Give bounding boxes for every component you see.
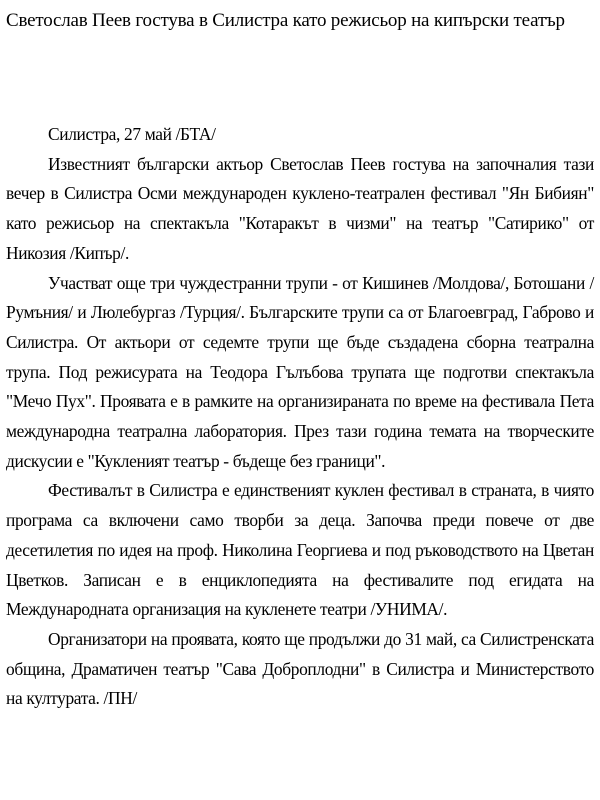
article-title: Светослав Пеев гостува в Силистра като режисьор на кипърски театър bbox=[6, 10, 565, 31]
article-body bbox=[6, 120, 594, 714]
document-page bbox=[6, 4, 594, 714]
article-paragraph-2: Участват още три чуждестранни трупи - от Кишинев /Молдова/, Ботошани /Румъния/ и Люлебургаз /Турция/. Българските трупи са от Благоевград, Габрово и Силистра. От актьори от седемте трупи ще бъде създадена сборна театрална трупа. Под режисурата на Теодора Гълъбова трупата ще подготви спектакъла "Мечо Пух". Проявата е в рамките на организираната по време на фестивала Пета международна театрална лаборатория. През тази година темата на творческите дискусии е "Кукленият театър - бъдеще без граници". bbox=[6, 272, 594, 471]
article-paragraph-3: Фестивалът в Силистра е единственият куклен фестивал в страната, в чиято програма са включени само творби за деца. Започва преди повече от две десетилетия по идея на проф. Николина Георгиева и под ръководството на Цветан Цветков. Записан е в енциклопедията на фестивалите под егидата на Международната организация на кукленете театри /УНИМА/. bbox=[6, 480, 594, 620]
article-paragraph-4: Организатори на проявата, която ще продължи до 31 май, са Силистренската община, Драматичен театър "Сава Доброплодни" в Силистра и Министерството на културата. /ПН/ bbox=[6, 628, 594, 709]
article-paragraph-1: Известният български актьор Светослав Пеев гостува на започналия тази вечер в Силистра Осми международен куклено-театрален фестивал "Ян Бибиян" като режисьор на спектакъла "Котаракът в чизми" на театър "Сатирико" от Никозия /Кипър/. bbox=[6, 153, 594, 263]
article-dateline: Силистра, 27 май /БТА/ bbox=[48, 124, 216, 144]
